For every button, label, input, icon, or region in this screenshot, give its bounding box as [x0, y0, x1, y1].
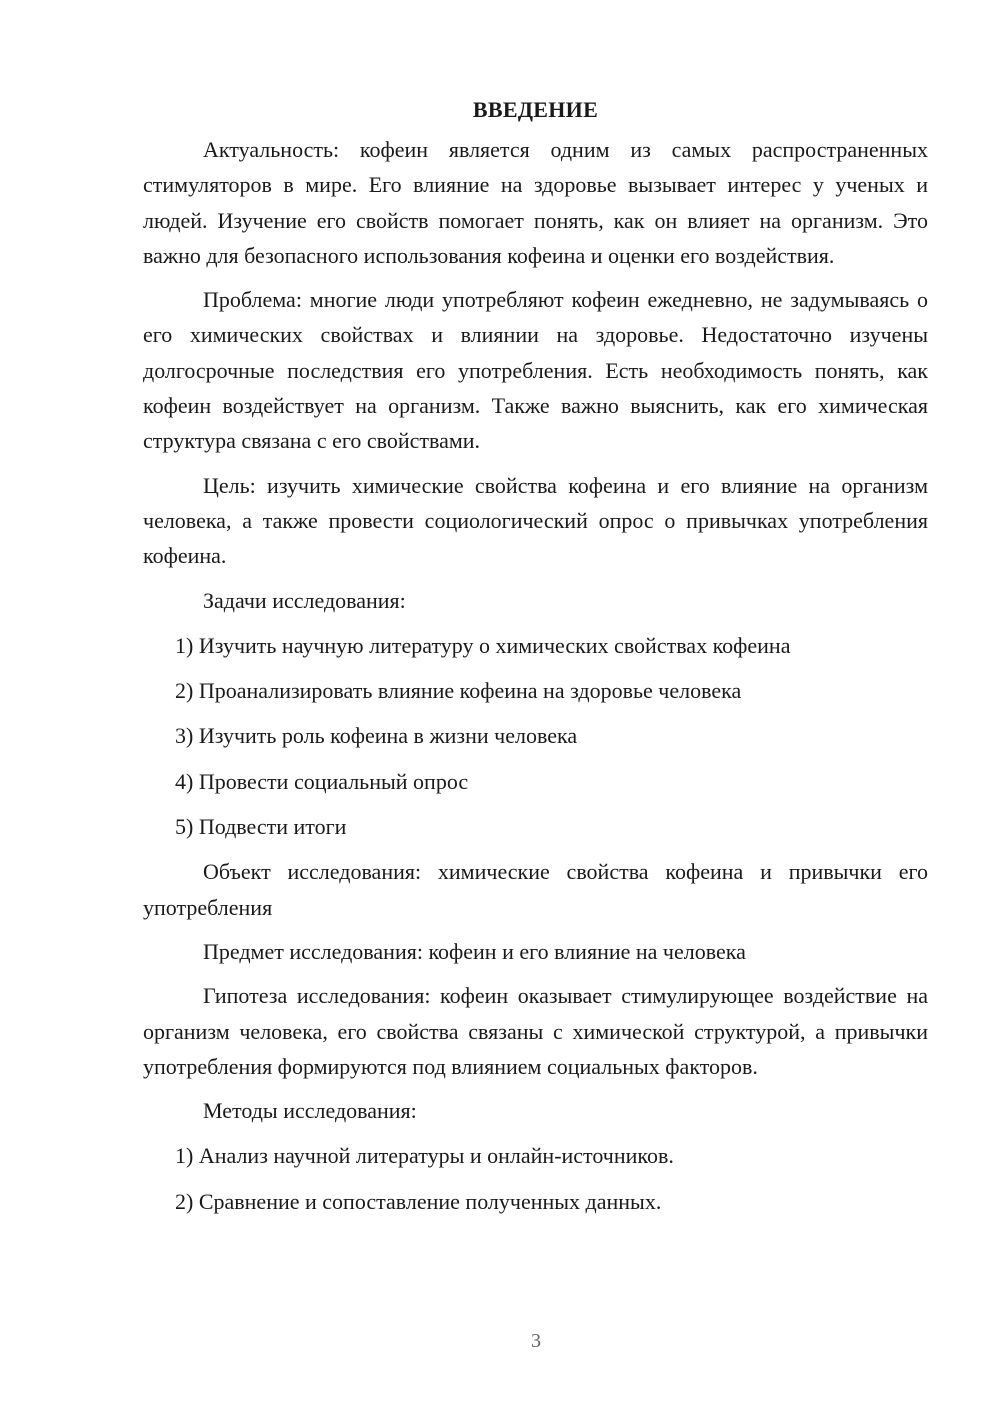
page-title: ВВЕДЕНИЕ: [472, 97, 599, 122]
task-item-1: 1) Изучить научную литературу о химических свойствах кофеина: [175, 632, 791, 658]
object-paragraph: Объект исследования: химические свойства кофеина и привычки его употребления: [143, 859, 928, 920]
task-item-3: 3) Изучить роль кофеина в жизни человека: [175, 723, 578, 749]
problem-paragraph: Проблема: многие люди употребляют кофеин ежедневно, не задумываясь о его химических свойствах и влиянии на здоровье. Недостаточно изучены долгосрочные последствия его употребления. Есть необходимость понять, как кофеин воздействует на организм. Также важно выяснить, как его химическая структура связана с его свойствами.: [143, 287, 928, 454]
task-item-2: 2) Проанализировать влияние кофеина на здоровье человека: [175, 678, 742, 704]
document-page: [143, 90, 928, 1229]
methods-label: Методы исследования:: [203, 1098, 417, 1124]
hypothesis-paragraph: Гипотеза исследования: кофеин оказывает стимулирующее воздействие на организм человека, его свойства связаны с химической структурой, а привычки употребления формируются под влиянием социальных факторов.: [143, 983, 928, 1079]
method-item-1: 1) Анализ научной литературы и онлайн-источников.: [175, 1143, 674, 1169]
subject-paragraph: Предмет исследования: кофеин и его влияние на человека: [203, 938, 746, 964]
method-item-2: 2) Сравнение и сопоставление полученных данных.: [175, 1188, 662, 1214]
goal-paragraph: Цель: изучить химические свойства кофеина и его влияние на организм человека, а также провести социологический опрос о привычках употребления кофеина.: [143, 472, 928, 569]
relevance-paragraph: Актуальность: кофеин является одним из самых распространенных стимуляторов в мире. Его влияние на здоровье вызывает интерес у ученых и людей. Изучение его свойств помогает понять, как он влияет на организм. Это важно для безопасного использования кофеина и оценки его воздействия.: [143, 137, 928, 268]
page-number: 3: [531, 1330, 541, 1352]
task-item-4: 4) Провести социальный опрос: [175, 768, 469, 794]
tasks-label: Задачи исследования:: [203, 587, 406, 613]
task-item-5: 5) Подвести итоги: [175, 814, 347, 840]
